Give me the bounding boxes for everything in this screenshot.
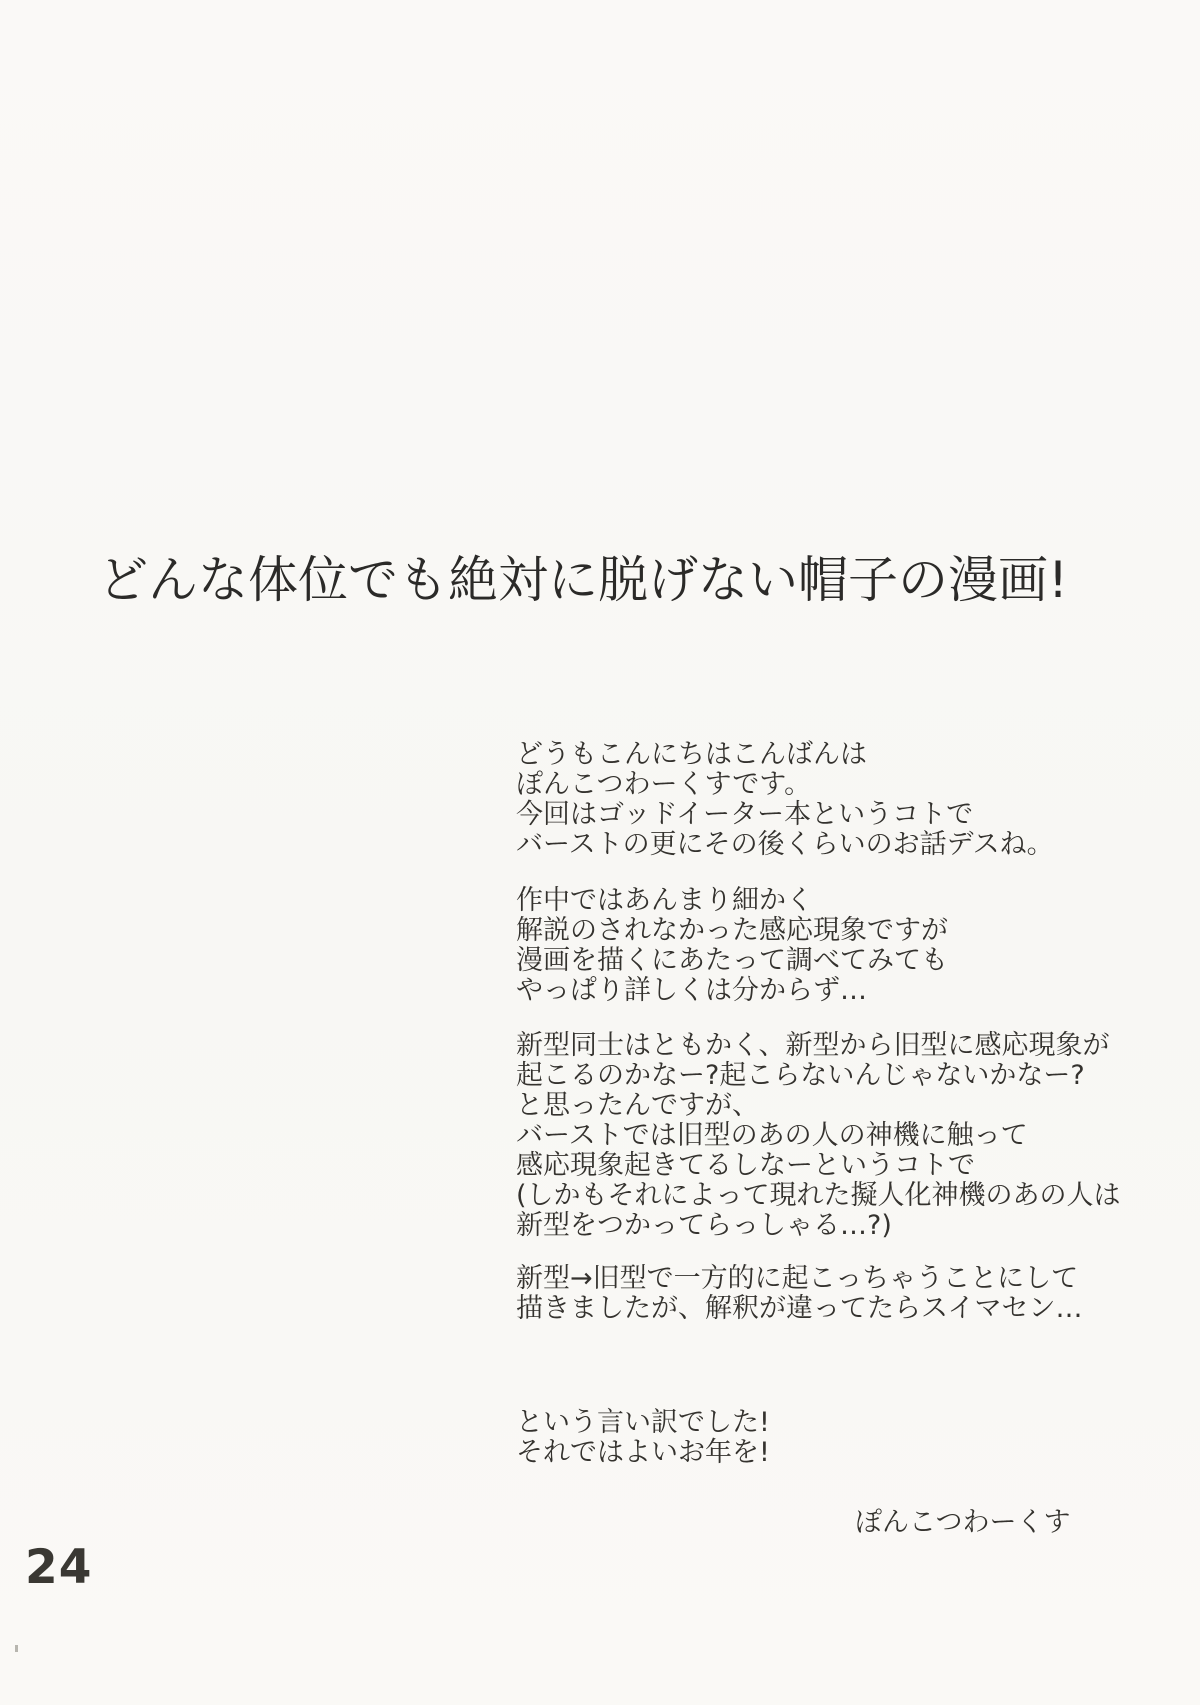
afterword-line: ぽんこつわーくすです。 [516,769,812,800]
afterword-line: 解説のされなかった感応現象ですが [516,915,948,946]
afterword-line: 感応現象起きてるしなーというコトで [516,1150,975,1181]
afterword-line: バーストでは旧型のあの人の神機に触って [516,1120,1028,1151]
page-title: どんな体位でも絶対に脱げない帽子の漫画! [98,551,1069,609]
afterword-line: 漫画を描くにあたって調べてみても [516,945,948,976]
afterword-line: 作中ではあんまり細かく [516,885,813,916]
afterword-line: それではよいお年を! [516,1437,770,1468]
afterword-line: バーストの更にその後くらいのお話デスね。 [516,829,1054,860]
afterword-line: 新型同士はともかく、新型から旧型に感応現象が [516,1030,1110,1061]
afterword-line: 新型をつかってらっしゃる…?) [516,1210,892,1241]
afterword-line: (しかもそれによって現れた擬人化神機のあの人は [516,1180,1121,1211]
afterword-line: という言い訳でした! [516,1407,770,1438]
author-signature: ぽんこつわーくす [855,1507,1071,1538]
afterword-paragraph [516,740,1054,860]
afterword-paragraph [516,1031,1121,1241]
page-number: 24 [25,1540,93,1595]
afterword-line: 起こるのかなー?起こらないんじゃないかなー? [516,1060,1085,1091]
scan-speck [15,1645,18,1652]
afterword-paragraph [516,886,948,1006]
afterword-line: やっぱり詳しくは分からず… [516,975,867,1006]
afterword-line: 新型→旧型で一方的に起こっちゃうことにして [516,1263,1079,1294]
afterword-line: と思ったんですが、 [516,1090,759,1121]
afterword-paragraph [516,1408,770,1468]
afterword-paragraph [516,1264,1082,1324]
afterword-line: どうもこんにちはこんばんは [516,739,867,770]
afterword-line: 今回はゴッドイーター本というコトで [516,799,974,830]
afterword-line: 描きましたが、解釈が違ってたらスイマセン… [516,1293,1083,1324]
